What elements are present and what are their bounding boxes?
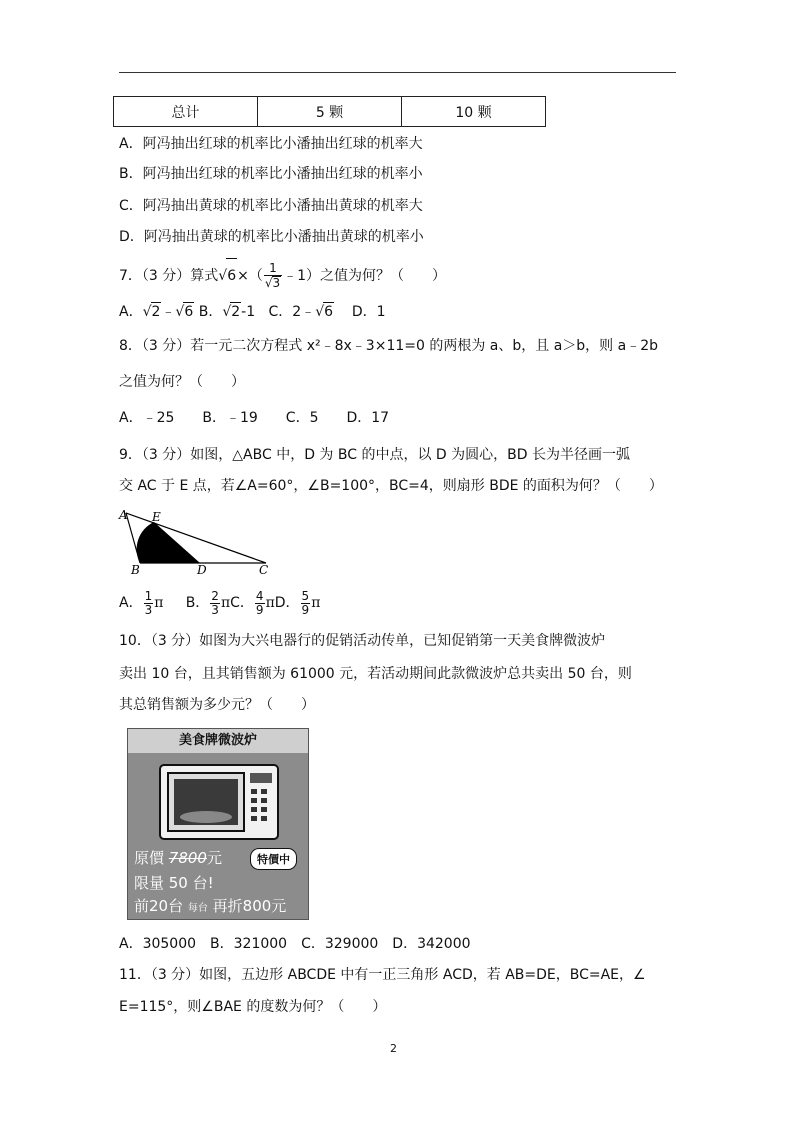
minus: ﹣ [161, 304, 176, 320]
q9-line2: 交 AC 于 E 点，若∠A=60°，∠B=100°，BC=4，则扇形 BDE 的面积为何？（ ） [119, 478, 663, 494]
radicand: 3 [272, 276, 281, 290]
denominator: 9 [301, 602, 310, 617]
numerator: 2 [211, 588, 219, 603]
poster-title: 美食牌微波炉 [128, 729, 308, 753]
numerator: 5 [301, 588, 310, 603]
q10-line3: 其总销售额为多少元？（ ） [119, 697, 315, 713]
option-label: A． [119, 304, 143, 320]
fraction [255, 590, 265, 617]
currency-unit: 元 [206, 849, 222, 867]
fraction [144, 590, 154, 617]
table-cell: 10 颗 [402, 97, 546, 127]
denominator: √3 [264, 276, 281, 290]
table-row [114, 97, 546, 127]
table-cell: 总计 [114, 97, 258, 127]
q11-line1: 11．（3 分）如图，五边形 ABCDE 中有一正三角形 ACD，若 AB=DE，BC=AE，∠ [119, 967, 646, 983]
label-c: C [259, 563, 269, 577]
sqrt-symbol: √ [218, 268, 228, 284]
q11-line2: E=115°，则∠BAE 的度数为何？（ ） [119, 999, 387, 1015]
pi-symbol: π [220, 595, 231, 611]
option-tail: -1 [241, 304, 256, 320]
denominator: 9 [255, 602, 264, 617]
original-price-value: 7800 [168, 849, 207, 867]
numerator: 1 [144, 588, 153, 603]
q9-triangle-figure [116, 503, 276, 578]
header-rule [119, 72, 676, 73]
label-d: D [197, 563, 207, 577]
discount-label: 再折800元 [212, 897, 287, 915]
numerator: 4 [255, 588, 264, 603]
q9-options [119, 586, 320, 620]
first-20-label: 前20台 [134, 897, 184, 915]
sqrt-symbol: √ [222, 304, 232, 320]
q7-times: ×（ [237, 268, 263, 284]
pi-symbol: π [154, 595, 164, 611]
option-label: B． [185, 595, 210, 611]
option-label: C．2﹣ [268, 304, 316, 320]
denominator: 3 [211, 602, 219, 617]
q7-stem-tail: ﹣1）之值为何？（ ） [283, 268, 447, 284]
q10-line1: 10．（3 分）如图为大兴电器行的促销活动传单，已知促销第一天美食牌微波炉 [119, 633, 606, 649]
radicand: 6 [184, 304, 194, 320]
q8-options: A．﹣25 B．﹣19 C．5 D．17 [119, 410, 390, 426]
option-label: C． [230, 595, 254, 611]
option-label: B． [198, 304, 223, 320]
label-e: E [152, 510, 161, 524]
option-label: D． [274, 595, 300, 611]
promo-poster [127, 728, 309, 920]
label-b: B [131, 563, 140, 577]
q9-line1: 9．（3 分）如图，△ABC 中，D 为 BC 的中点，以 D 为圆心，BD 长为半径画一弧 [119, 447, 630, 463]
q6-option-c: C．阿冯抽出黄球的机率比小潘抽出黄球的机率大 [119, 198, 423, 214]
numerator: 1 [264, 262, 282, 276]
sqrt-symbol: √ [142, 304, 152, 320]
original-price-label: 原價 [134, 849, 165, 867]
poster-original-price [134, 847, 222, 868]
q10-options: A．305000 B．321000 C．329000 D．342000 [119, 936, 471, 952]
radicand: 2 [151, 304, 161, 320]
each-label: 每台 [187, 903, 208, 914]
poster-discount [134, 895, 286, 916]
sqrt-symbol: √ [175, 304, 185, 320]
sale-badge: 特價中 [250, 848, 297, 870]
totals-table [113, 96, 546, 127]
q10-line2: 卖出 10 台，且其销售额为 61000 元，若活动期间此款微波炉总共卖出 50 台，则 [119, 666, 632, 682]
q6-option-d: D．阿冯抽出黄球的机率比小潘抽出黄球的机率小 [119, 229, 424, 245]
fraction [264, 262, 282, 290]
radicand: 6 [226, 258, 237, 293]
denominator: 3 [144, 602, 153, 617]
option-label: D．1 [351, 304, 386, 320]
pi-symbol: π [265, 595, 275, 611]
label-a: A [119, 508, 128, 522]
q7-stem [119, 258, 446, 293]
fraction [301, 590, 311, 617]
q8-line1: 8．（3 分）若一元二次方程式 x²﹣8x﹣3×11=0 的两根为 a、b，且 a＞b，则 a﹣2b [119, 338, 658, 354]
radicand: 6 [324, 304, 334, 320]
q8-line2: 之值为何？（ ） [119, 374, 245, 390]
table-cell: 5 颗 [258, 97, 402, 127]
fraction [210, 590, 220, 617]
q7-stem-text: 7．（3 分）算式 [119, 268, 219, 284]
q6-option-b: B．阿冯抽出红球的机率比小潘抽出红球的机率小 [119, 166, 423, 182]
poster-limit: 限量 50 台! [134, 874, 214, 892]
side-ab [126, 513, 140, 563]
sqrt-symbol: √ [315, 304, 325, 320]
q7-options [119, 302, 386, 321]
page-number: 2 [390, 1042, 397, 1055]
option-label: A． [119, 595, 143, 611]
radicand: 2 [231, 304, 241, 320]
q6-option-a: A．阿冯抽出红球的机率比小潘抽出红球的机率大 [119, 136, 423, 152]
microwave-icon [158, 759, 282, 843]
pi-symbol: π [311, 595, 321, 611]
